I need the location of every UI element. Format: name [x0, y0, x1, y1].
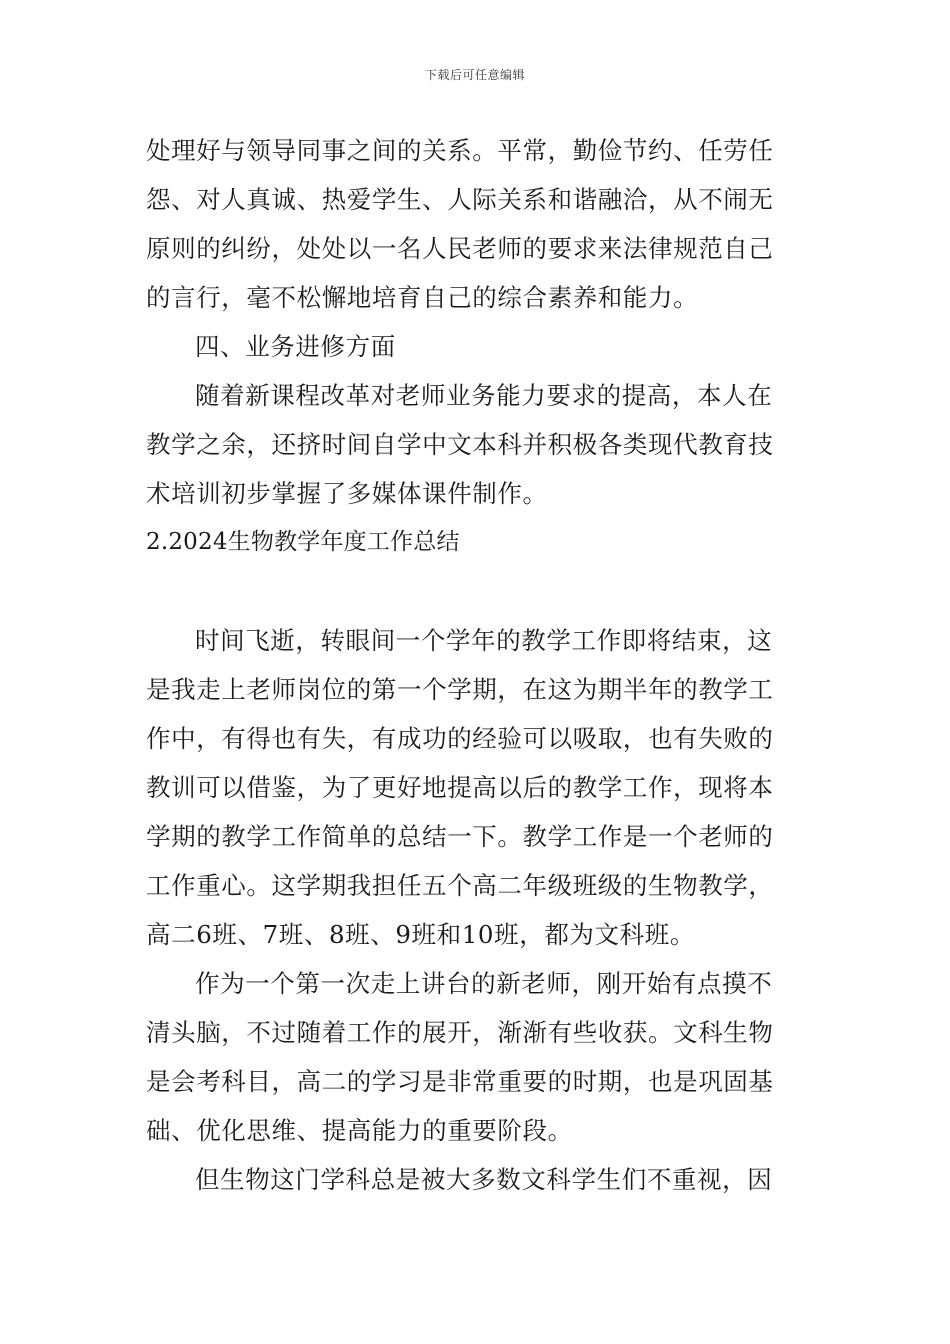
section-heading: 四、业务进修方面: [195, 332, 396, 361]
paragraph-line: 是会考科目，高二的学习是非常重要的时期，也是巩固基: [146, 1067, 774, 1096]
paragraph-line: 处理好与领导同事之间的关系。平常，勤俭节约、任劳任: [146, 136, 774, 165]
paragraph-line: 但生物这门学科总是被大多数文科学生们不重视，因: [195, 1165, 773, 1194]
spacer: [146, 567, 808, 616]
paragraph-line: 础、优化思维、提高能力的重要阶段。: [146, 1116, 573, 1145]
page-header: 下载后可任意编辑: [424, 68, 525, 82]
paragraph-line: 学期的教学工作简单的总结一下。教学工作是一个老师的: [146, 822, 774, 851]
document-body: [146, 126, 808, 1204]
paragraph-line: 教训可以借鉴，为了更好地提高以后的教学工作，现将本: [146, 773, 774, 802]
paragraph-line: 是我走上老师岗位的第一个学期，在这为期半年的教学工: [146, 675, 774, 704]
paragraph-line: 高二6班、7班、8班、9班和10班，都为文科班。: [146, 920, 695, 949]
paragraph-line: 工作重心。这学期我担任五个高二年级班级的生物教学，: [146, 871, 774, 900]
paragraph-line: 时间飞逝，转眼间一个学年的教学工作即将结束，这: [195, 626, 773, 655]
paragraph-line: 的言行，毫不松懈地培育自己的综合素养和能力。: [146, 283, 699, 312]
paragraph-line: 原则的纠纷，处处以一名人民老师的要求来法律规范自己: [146, 234, 774, 263]
paragraph-line: 清头脑，不过随着工作的展开，渐渐有些收获。文科生物: [146, 1018, 774, 1047]
paragraph-line: 作中，有得也有失，有成功的经验可以吸取，也有失败的: [146, 724, 774, 753]
paragraph-line: 怨、对人真诚、热爱学生、人际关系和谐融洽，从不闹无: [146, 185, 774, 214]
paragraph-line: 教学之余，还挤时间自学中文本科并积极各类现代教育技: [146, 430, 774, 459]
article-title: 2.2024生物教学年度工作总结: [146, 529, 460, 555]
paragraph-line: 随着新课程改革对老师业务能力要求的提高，本人在: [195, 381, 773, 410]
paragraph-line: 术培训初步掌握了多媒体课件制作。: [146, 479, 548, 508]
paragraph-line: 作为一个第一次走上讲台的新老师，刚开始有点摸不: [195, 969, 773, 998]
